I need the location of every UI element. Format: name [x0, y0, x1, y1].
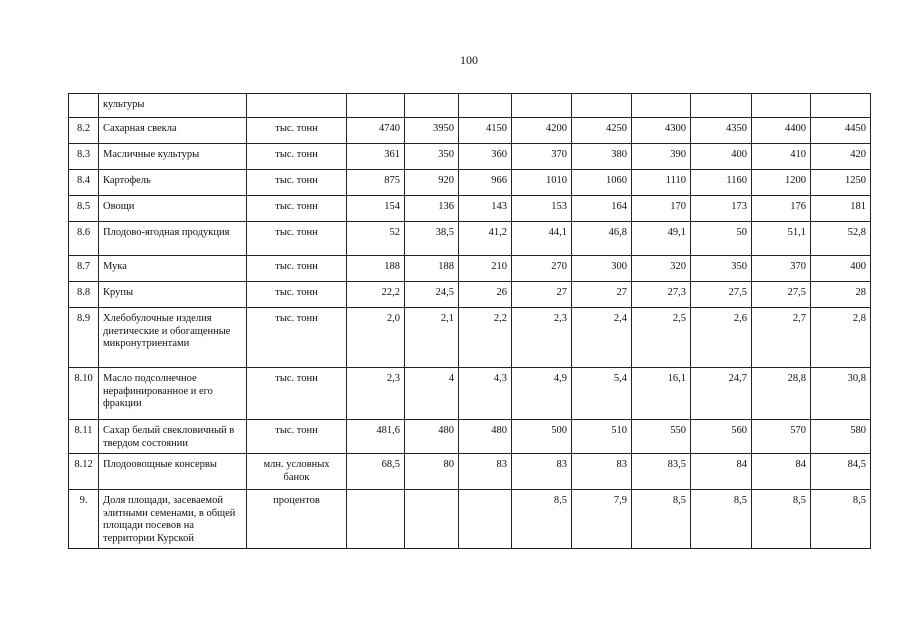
row-unit: тыс. тонн: [247, 282, 347, 308]
value-cell: 2,3: [512, 308, 572, 368]
value-cell: [572, 94, 632, 118]
value-cell: 1010: [512, 170, 572, 196]
table-row: [69, 368, 871, 420]
value-cell: 370: [512, 144, 572, 170]
value-cell: 27: [512, 282, 572, 308]
value-cell: 188: [405, 256, 459, 282]
value-cell: 28,8: [752, 368, 811, 420]
value-cell: 1200: [752, 170, 811, 196]
value-cell: 188: [347, 256, 405, 282]
value-cell: 2,2: [459, 308, 512, 368]
value-cell: 360: [459, 144, 512, 170]
row-unit: тыс. тонн: [247, 420, 347, 454]
table-row: [69, 222, 871, 256]
value-cell: 390: [632, 144, 691, 170]
value-cell: 300: [572, 256, 632, 282]
row-name: Картофель: [99, 170, 247, 196]
page-number: 100: [460, 53, 478, 67]
value-cell: 27,5: [752, 282, 811, 308]
value-cell: 83: [512, 454, 572, 490]
row-index: 8.8: [69, 282, 99, 308]
value-cell: 2,4: [572, 308, 632, 368]
value-cell: 27: [572, 282, 632, 308]
value-cell: 2,5: [632, 308, 691, 368]
row-name: Сахар белый свекловичный в твердом состоянии: [99, 420, 247, 454]
value-cell: 875: [347, 170, 405, 196]
value-cell: 481,6: [347, 420, 405, 454]
table-body: [69, 94, 871, 549]
value-cell: 510: [572, 420, 632, 454]
table-row: [69, 196, 871, 222]
value-cell: 2,7: [752, 308, 811, 368]
value-cell: 4250: [572, 118, 632, 144]
value-cell: 164: [572, 196, 632, 222]
value-cell: [459, 490, 512, 549]
row-index: 8.4: [69, 170, 99, 196]
table-row: [69, 308, 871, 368]
value-cell: 570: [752, 420, 811, 454]
value-cell: 420: [811, 144, 871, 170]
row-unit: тыс. тонн: [247, 196, 347, 222]
value-cell: 480: [459, 420, 512, 454]
row-unit: млн. условных банок: [247, 454, 347, 490]
value-cell: [405, 490, 459, 549]
row-name: Плодоовощные консервы: [99, 454, 247, 490]
row-index: 8.9: [69, 308, 99, 368]
row-unit: [247, 94, 347, 118]
row-name: Хлебобулочные изделия диетические и обогащенные микронутриентами: [99, 308, 247, 368]
row-name: культуры: [99, 94, 247, 118]
value-cell: 136: [405, 196, 459, 222]
table-row: [69, 420, 871, 454]
value-cell: 83: [459, 454, 512, 490]
value-cell: 370: [752, 256, 811, 282]
value-cell: 4300: [632, 118, 691, 144]
value-cell: [811, 94, 871, 118]
value-cell: 350: [691, 256, 752, 282]
table-row: [69, 454, 871, 490]
value-cell: 52,8: [811, 222, 871, 256]
value-cell: [691, 94, 752, 118]
value-cell: 210: [459, 256, 512, 282]
row-name: Доля площади, засеваемой элитными семенами, в общей площади посевов на территории Курской: [99, 490, 247, 549]
row-unit: тыс. тонн: [247, 308, 347, 368]
value-cell: 22,2: [347, 282, 405, 308]
value-cell: 83: [572, 454, 632, 490]
value-cell: 1060: [572, 170, 632, 196]
value-cell: 4400: [752, 118, 811, 144]
table-row: [69, 490, 871, 549]
row-index: 8.10: [69, 368, 99, 420]
row-unit: тыс. тонн: [247, 222, 347, 256]
value-cell: 4350: [691, 118, 752, 144]
value-cell: 28: [811, 282, 871, 308]
value-cell: 24,7: [691, 368, 752, 420]
data-table: [68, 93, 871, 549]
value-cell: 5,4: [572, 368, 632, 420]
value-cell: 84: [691, 454, 752, 490]
value-cell: 181: [811, 196, 871, 222]
value-cell: 143: [459, 196, 512, 222]
value-cell: 4: [405, 368, 459, 420]
value-cell: [512, 94, 572, 118]
value-cell: 27,5: [691, 282, 752, 308]
value-cell: 966: [459, 170, 512, 196]
value-cell: 8,5: [632, 490, 691, 549]
value-cell: 27,3: [632, 282, 691, 308]
table-row: [69, 118, 871, 144]
value-cell: 480: [405, 420, 459, 454]
value-cell: [347, 490, 405, 549]
value-cell: 173: [691, 196, 752, 222]
table-row: [69, 282, 871, 308]
row-index: 8.12: [69, 454, 99, 490]
value-cell: 24,5: [405, 282, 459, 308]
row-name: Масло подсолнечное нерафинированное и его фракции: [99, 368, 247, 420]
row-index: [69, 94, 99, 118]
value-cell: 2,8: [811, 308, 871, 368]
value-cell: 350: [405, 144, 459, 170]
value-cell: 84,5: [811, 454, 871, 490]
value-cell: 68,5: [347, 454, 405, 490]
value-cell: 410: [752, 144, 811, 170]
value-cell: 80: [405, 454, 459, 490]
value-cell: 500: [512, 420, 572, 454]
row-index: 9.: [69, 490, 99, 549]
value-cell: 46,8: [572, 222, 632, 256]
value-cell: 8,5: [811, 490, 871, 549]
value-cell: 2,1: [405, 308, 459, 368]
row-unit: процентов: [247, 490, 347, 549]
value-cell: [405, 94, 459, 118]
value-cell: 3950: [405, 118, 459, 144]
table-row: [69, 170, 871, 196]
value-cell: 16,1: [632, 368, 691, 420]
row-name: Масличные культуры: [99, 144, 247, 170]
value-cell: 50: [691, 222, 752, 256]
value-cell: 170: [632, 196, 691, 222]
value-cell: 153: [512, 196, 572, 222]
row-index: 8.7: [69, 256, 99, 282]
value-cell: 83,5: [632, 454, 691, 490]
value-cell: 154: [347, 196, 405, 222]
value-cell: 4,3: [459, 368, 512, 420]
value-cell: 26: [459, 282, 512, 308]
value-cell: 361: [347, 144, 405, 170]
row-name: Сахарная свекла: [99, 118, 247, 144]
value-cell: 320: [632, 256, 691, 282]
value-cell: 30,8: [811, 368, 871, 420]
row-index: 8.3: [69, 144, 99, 170]
value-cell: 1160: [691, 170, 752, 196]
row-name: Плодово-ягодная продукция: [99, 222, 247, 256]
value-cell: 7,9: [572, 490, 632, 549]
value-cell: 2,0: [347, 308, 405, 368]
value-cell: 176: [752, 196, 811, 222]
value-cell: 41,2: [459, 222, 512, 256]
value-cell: 44,1: [512, 222, 572, 256]
value-cell: [632, 94, 691, 118]
value-cell: 84: [752, 454, 811, 490]
row-name: Мука: [99, 256, 247, 282]
value-cell: 400: [691, 144, 752, 170]
value-cell: 4150: [459, 118, 512, 144]
value-cell: 4740: [347, 118, 405, 144]
row-index: 8.6: [69, 222, 99, 256]
row-index: 8.11: [69, 420, 99, 454]
value-cell: 38,5: [405, 222, 459, 256]
value-cell: 52: [347, 222, 405, 256]
value-cell: 580: [811, 420, 871, 454]
row-name: Овощи: [99, 196, 247, 222]
value-cell: 400: [811, 256, 871, 282]
value-cell: 560: [691, 420, 752, 454]
row-unit: тыс. тонн: [247, 118, 347, 144]
value-cell: [459, 94, 512, 118]
row-index: 8.5: [69, 196, 99, 222]
value-cell: 2,3: [347, 368, 405, 420]
value-cell: [752, 94, 811, 118]
value-cell: 4200: [512, 118, 572, 144]
value-cell: 49,1: [632, 222, 691, 256]
row-index: 8.2: [69, 118, 99, 144]
value-cell: 550: [632, 420, 691, 454]
value-cell: 920: [405, 170, 459, 196]
value-cell: 2,6: [691, 308, 752, 368]
table-row: [69, 94, 871, 118]
value-cell: 8,5: [691, 490, 752, 549]
value-cell: [347, 94, 405, 118]
value-cell: 8,5: [512, 490, 572, 549]
row-unit: тыс. тонн: [247, 144, 347, 170]
value-cell: 51,1: [752, 222, 811, 256]
row-name: Крупы: [99, 282, 247, 308]
value-cell: 1110: [632, 170, 691, 196]
value-cell: 1250: [811, 170, 871, 196]
table-row: [69, 256, 871, 282]
table-row: [69, 144, 871, 170]
value-cell: 8,5: [752, 490, 811, 549]
row-unit: тыс. тонн: [247, 170, 347, 196]
row-unit: тыс. тонн: [247, 256, 347, 282]
value-cell: 4450: [811, 118, 871, 144]
value-cell: 4,9: [512, 368, 572, 420]
row-unit: тыс. тонн: [247, 368, 347, 420]
value-cell: 380: [572, 144, 632, 170]
value-cell: 270: [512, 256, 572, 282]
